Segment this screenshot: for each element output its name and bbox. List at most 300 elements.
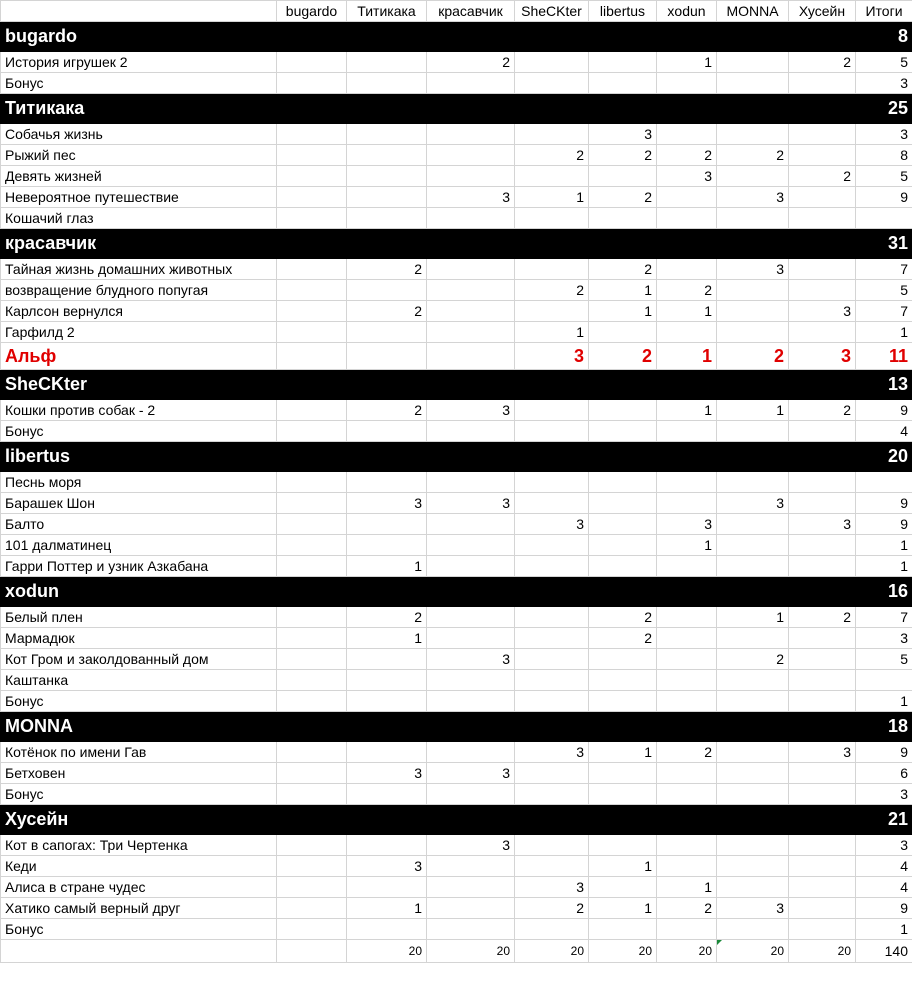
score-cell[interactable]: 1 — [589, 898, 657, 919]
score-cell[interactable] — [347, 52, 427, 73]
score-cell[interactable]: 2 — [789, 52, 856, 73]
score-cell[interactable]: 3 — [427, 835, 515, 856]
score-cell[interactable] — [657, 784, 717, 805]
score-cell[interactable] — [515, 472, 589, 493]
score-cell[interactable] — [515, 493, 589, 514]
row-total[interactable]: 7 — [856, 259, 912, 280]
score-cell[interactable] — [427, 742, 515, 763]
score-cell[interactable]: 1 — [657, 301, 717, 322]
score-cell[interactable] — [427, 556, 515, 577]
score-cell[interactable] — [789, 763, 856, 784]
score-cell[interactable] — [589, 322, 657, 343]
row-total[interactable]: 5 — [856, 649, 912, 670]
score-cell[interactable] — [717, 784, 789, 805]
score-cell[interactable]: 3 — [657, 166, 717, 187]
score-cell[interactable] — [427, 535, 515, 556]
score-cell[interactable]: 2 — [589, 259, 657, 280]
score-cell[interactable] — [589, 919, 657, 940]
score-cell[interactable] — [657, 691, 717, 712]
section-total[interactable]: 31 — [856, 229, 912, 259]
score-cell[interactable] — [347, 187, 427, 208]
score-cell[interactable] — [347, 514, 427, 535]
score-cell[interactable]: 3 — [515, 514, 589, 535]
score-cell[interactable] — [515, 556, 589, 577]
movie-title[interactable]: История игрушек 2 — [1, 52, 277, 73]
score-cell[interactable]: 1 — [347, 628, 427, 649]
row-total[interactable] — [856, 208, 912, 229]
score-cell[interactable] — [589, 400, 657, 421]
score-cell[interactable] — [657, 322, 717, 343]
score-cell[interactable] — [347, 280, 427, 301]
score-cell[interactable] — [657, 670, 717, 691]
score-cell[interactable] — [657, 259, 717, 280]
column-header[interactable]: SheCKter — [515, 1, 589, 22]
score-cell[interactable] — [717, 877, 789, 898]
score-cell[interactable] — [427, 259, 515, 280]
score-cell[interactable]: 2 — [347, 259, 427, 280]
score-cell[interactable]: 3 — [717, 493, 789, 514]
row-total[interactable]: 3 — [856, 835, 912, 856]
movie-title[interactable]: Песнь моря — [1, 472, 277, 493]
score-cell[interactable] — [515, 835, 589, 856]
score-cell[interactable]: 1 — [717, 400, 789, 421]
score-cell[interactable] — [717, 280, 789, 301]
score-cell[interactable]: 3 — [657, 514, 717, 535]
movie-title[interactable]: Бетховен — [1, 763, 277, 784]
row-total[interactable]: 1 — [856, 322, 912, 343]
column-total[interactable]: 20 — [427, 940, 515, 963]
column-total[interactable] — [277, 940, 347, 963]
row-total[interactable]: 1 — [856, 919, 912, 940]
score-cell[interactable] — [515, 691, 589, 712]
score-cell[interactable] — [789, 208, 856, 229]
score-cell[interactable]: 3 — [789, 301, 856, 322]
score-cell[interactable]: 3 — [515, 877, 589, 898]
column-header[interactable]: libertus — [589, 1, 657, 22]
score-cell[interactable] — [347, 73, 427, 94]
score-cell[interactable] — [717, 835, 789, 856]
score-cell[interactable] — [277, 607, 347, 628]
row-total[interactable]: 9 — [856, 514, 912, 535]
score-cell[interactable] — [515, 400, 589, 421]
score-cell[interactable] — [717, 856, 789, 877]
score-cell[interactable] — [589, 835, 657, 856]
score-cell[interactable]: 2 — [589, 628, 657, 649]
score-cell[interactable] — [515, 301, 589, 322]
score-cell[interactable] — [427, 421, 515, 442]
score-cell[interactable] — [515, 670, 589, 691]
score-cell[interactable] — [427, 607, 515, 628]
score-cell[interactable] — [789, 145, 856, 166]
score-cell[interactable] — [277, 535, 347, 556]
score-cell[interactable]: 3 — [789, 514, 856, 535]
score-cell[interactable] — [589, 670, 657, 691]
movie-title[interactable]: Бонус — [1, 919, 277, 940]
score-cell[interactable] — [789, 322, 856, 343]
row-total[interactable]: 3 — [856, 124, 912, 145]
movie-title[interactable]: Каштанка — [1, 670, 277, 691]
score-cell[interactable] — [427, 691, 515, 712]
movie-title[interactable]: Кошачий глаз — [1, 208, 277, 229]
movie-title[interactable]: Собачья жизнь — [1, 124, 277, 145]
row-total[interactable]: 8 — [856, 145, 912, 166]
score-cell[interactable] — [657, 919, 717, 940]
score-cell[interactable] — [789, 556, 856, 577]
score-cell[interactable]: 2 — [589, 187, 657, 208]
score-cell[interactable]: 1 — [657, 52, 717, 73]
column-total[interactable]: 20 — [347, 940, 427, 963]
score-cell[interactable] — [717, 322, 789, 343]
score-cell[interactable]: 1 — [717, 607, 789, 628]
movie-title[interactable]: Белый плен — [1, 607, 277, 628]
section-title[interactable]: Титикака — [1, 94, 856, 124]
score-cell[interactable] — [717, 514, 789, 535]
score-cell[interactable] — [789, 421, 856, 442]
score-cell[interactable] — [789, 280, 856, 301]
score-cell[interactable] — [789, 628, 856, 649]
movie-title[interactable]: Кошки против собак - 2 — [1, 400, 277, 421]
score-cell[interactable]: 2 — [347, 301, 427, 322]
score-cell[interactable] — [515, 784, 589, 805]
score-cell[interactable] — [277, 919, 347, 940]
score-cell[interactable]: 3 — [427, 187, 515, 208]
score-cell[interactable] — [515, 421, 589, 442]
score-cell[interactable] — [589, 691, 657, 712]
score-cell[interactable]: 2 — [789, 607, 856, 628]
movie-title[interactable]: Бонус — [1, 784, 277, 805]
score-cell[interactable]: 2 — [657, 742, 717, 763]
score-cell[interactable] — [277, 493, 347, 514]
row-total[interactable]: 3 — [856, 628, 912, 649]
score-cell[interactable] — [657, 73, 717, 94]
score-cell[interactable] — [277, 835, 347, 856]
score-cell[interactable]: 3 — [515, 742, 589, 763]
row-total[interactable]: 5 — [856, 166, 912, 187]
score-cell[interactable] — [589, 52, 657, 73]
score-cell[interactable] — [717, 691, 789, 712]
score-cell[interactable] — [717, 556, 789, 577]
score-cell[interactable]: 3 — [347, 856, 427, 877]
score-cell[interactable] — [657, 763, 717, 784]
section-title[interactable]: xodun — [1, 577, 856, 607]
score-cell[interactable] — [277, 400, 347, 421]
score-cell[interactable] — [427, 670, 515, 691]
score-cell[interactable]: 1 — [657, 400, 717, 421]
section-title[interactable]: SheCKter — [1, 370, 856, 400]
movie-title[interactable]: Котёнок по имени Гав — [1, 742, 277, 763]
row-total[interactable]: 3 — [856, 784, 912, 805]
score-cell[interactable] — [717, 166, 789, 187]
movie-title[interactable]: Хатико самый верный друг — [1, 898, 277, 919]
score-cell[interactable]: 3 — [717, 898, 789, 919]
column-total[interactable]: 20 — [657, 940, 717, 963]
score-cell[interactable] — [717, 208, 789, 229]
score-cell[interactable] — [789, 649, 856, 670]
score-cell[interactable] — [277, 670, 347, 691]
score-cell[interactable] — [657, 856, 717, 877]
score-cell[interactable]: 1 — [657, 535, 717, 556]
section-total[interactable]: 25 — [856, 94, 912, 124]
score-cell[interactable]: 1 — [515, 322, 589, 343]
score-cell[interactable] — [277, 301, 347, 322]
score-cell[interactable] — [717, 73, 789, 94]
row-total[interactable] — [856, 670, 912, 691]
score-cell[interactable] — [277, 856, 347, 877]
section-title[interactable]: libertus — [1, 442, 856, 472]
score-cell[interactable] — [347, 877, 427, 898]
score-cell[interactable] — [515, 124, 589, 145]
score-cell[interactable] — [347, 691, 427, 712]
movie-title[interactable]: Рыжий пес — [1, 145, 277, 166]
movie-title[interactable]: Бонус — [1, 691, 277, 712]
score-cell[interactable]: 1 — [589, 280, 657, 301]
score-cell[interactable]: 3 — [427, 493, 515, 514]
movie-title[interactable]: Гарри Поттер и узник Азкабана — [1, 556, 277, 577]
row-total[interactable]: 9 — [856, 898, 912, 919]
score-cell[interactable]: 1 — [347, 556, 427, 577]
totals-label-cell[interactable] — [1, 940, 277, 963]
score-cell[interactable] — [589, 784, 657, 805]
movie-title[interactable]: возвращение блудного попугая — [1, 280, 277, 301]
score-cell[interactable] — [789, 877, 856, 898]
score-cell[interactable]: 3 — [789, 742, 856, 763]
score-cell[interactable] — [657, 421, 717, 442]
score-cell[interactable] — [589, 421, 657, 442]
score-cell[interactable] — [515, 259, 589, 280]
score-cell[interactable]: 3 — [589, 124, 657, 145]
score-cell[interactable]: 3 — [789, 343, 856, 370]
movie-title[interactable]: Невероятное путешествие — [1, 187, 277, 208]
row-total[interactable]: 9 — [856, 187, 912, 208]
score-cell[interactable] — [717, 919, 789, 940]
score-cell[interactable] — [277, 877, 347, 898]
score-cell[interactable] — [717, 301, 789, 322]
row-total[interactable]: 4 — [856, 856, 912, 877]
score-cell[interactable] — [515, 166, 589, 187]
movie-title[interactable]: Девять жизней — [1, 166, 277, 187]
section-total[interactable]: 16 — [856, 577, 912, 607]
score-cell[interactable]: 1 — [657, 343, 717, 370]
movie-title[interactable]: Кот Гром и заколдованный дом — [1, 649, 277, 670]
score-cell[interactable] — [427, 322, 515, 343]
score-cell[interactable]: 2 — [717, 145, 789, 166]
score-cell[interactable] — [277, 556, 347, 577]
score-cell[interactable] — [789, 472, 856, 493]
score-cell[interactable] — [515, 763, 589, 784]
section-total[interactable]: 13 — [856, 370, 912, 400]
score-cell[interactable] — [427, 877, 515, 898]
score-cell[interactable] — [427, 919, 515, 940]
score-cell[interactable]: 2 — [347, 400, 427, 421]
score-cell[interactable] — [277, 73, 347, 94]
section-total[interactable]: 21 — [856, 805, 912, 835]
score-cell[interactable] — [347, 835, 427, 856]
score-cell[interactable] — [789, 784, 856, 805]
movie-title[interactable]: Кеди — [1, 856, 277, 877]
row-total[interactable]: 3 — [856, 73, 912, 94]
score-cell[interactable] — [277, 343, 347, 370]
score-cell[interactable] — [515, 919, 589, 940]
score-cell[interactable] — [277, 898, 347, 919]
score-cell[interactable] — [717, 52, 789, 73]
score-cell[interactable]: 2 — [717, 649, 789, 670]
movie-title[interactable]: Гарфилд 2 — [1, 322, 277, 343]
score-cell[interactable]: 1 — [589, 301, 657, 322]
movie-title[interactable]: Кот в сапогах: Три Чертенка — [1, 835, 277, 856]
score-cell[interactable] — [717, 763, 789, 784]
row-total[interactable]: 7 — [856, 301, 912, 322]
row-total[interactable]: 5 — [856, 280, 912, 301]
score-cell[interactable] — [347, 535, 427, 556]
score-cell[interactable] — [589, 877, 657, 898]
score-cell[interactable] — [427, 856, 515, 877]
score-cell[interactable] — [589, 556, 657, 577]
score-cell[interactable] — [789, 835, 856, 856]
score-cell[interactable] — [789, 493, 856, 514]
score-cell[interactable] — [277, 628, 347, 649]
score-cell[interactable] — [277, 649, 347, 670]
score-cell[interactable]: 2 — [657, 898, 717, 919]
score-cell[interactable] — [589, 514, 657, 535]
score-cell[interactable] — [589, 472, 657, 493]
score-cell[interactable] — [657, 124, 717, 145]
score-cell[interactable]: 2 — [657, 145, 717, 166]
movie-title[interactable]: Бонус — [1, 73, 277, 94]
score-cell[interactable]: 2 — [717, 343, 789, 370]
section-title[interactable]: bugardo — [1, 22, 856, 52]
score-cell[interactable] — [589, 73, 657, 94]
column-header[interactable]: MONNA — [717, 1, 789, 22]
row-total[interactable]: 4 — [856, 421, 912, 442]
score-cell[interactable]: 2 — [789, 166, 856, 187]
movie-title[interactable]: Алиса в стране чудес — [1, 877, 277, 898]
row-total[interactable]: 9 — [856, 400, 912, 421]
score-cell[interactable] — [515, 628, 589, 649]
row-total[interactable]: 5 — [856, 52, 912, 73]
row-total[interactable]: 11 — [856, 343, 912, 370]
row-total[interactable]: 9 — [856, 493, 912, 514]
score-cell[interactable] — [277, 280, 347, 301]
score-cell[interactable] — [427, 166, 515, 187]
score-cell[interactable] — [589, 649, 657, 670]
score-cell[interactable]: 1 — [347, 898, 427, 919]
score-cell[interactable]: 3 — [717, 259, 789, 280]
column-header[interactable]: красавчик — [427, 1, 515, 22]
score-cell[interactable] — [427, 208, 515, 229]
column-header[interactable]: Итоги — [856, 1, 912, 22]
movie-title[interactable]: Балто — [1, 514, 277, 535]
score-cell[interactable]: 3 — [427, 649, 515, 670]
score-cell[interactable]: 2 — [589, 343, 657, 370]
row-total[interactable]: 6 — [856, 763, 912, 784]
score-cell[interactable] — [427, 301, 515, 322]
column-header[interactable]: bugardo — [277, 1, 347, 22]
score-cell[interactable] — [427, 784, 515, 805]
score-cell[interactable] — [277, 124, 347, 145]
score-cell[interactable] — [427, 124, 515, 145]
score-cell[interactable]: 3 — [347, 493, 427, 514]
row-total[interactable]: 1 — [856, 535, 912, 556]
score-cell[interactable] — [789, 856, 856, 877]
score-cell[interactable] — [657, 208, 717, 229]
score-cell[interactable] — [347, 919, 427, 940]
score-cell[interactable] — [427, 343, 515, 370]
score-cell[interactable]: 3 — [347, 763, 427, 784]
score-cell[interactable] — [427, 280, 515, 301]
score-cell[interactable] — [589, 763, 657, 784]
score-cell[interactable] — [657, 187, 717, 208]
section-title[interactable]: Хусейн — [1, 805, 856, 835]
score-cell[interactable] — [717, 472, 789, 493]
score-cell[interactable] — [515, 649, 589, 670]
score-cell[interactable]: 2 — [515, 145, 589, 166]
score-cell[interactable] — [347, 670, 427, 691]
score-cell[interactable] — [515, 52, 589, 73]
score-cell[interactable] — [347, 742, 427, 763]
column-header[interactable]: Титикака — [347, 1, 427, 22]
score-cell[interactable]: 2 — [515, 898, 589, 919]
section-title[interactable]: MONNA — [1, 712, 856, 742]
score-cell[interactable] — [789, 124, 856, 145]
score-cell[interactable] — [347, 322, 427, 343]
score-cell[interactable] — [277, 472, 347, 493]
score-cell[interactable] — [427, 145, 515, 166]
score-cell[interactable] — [427, 628, 515, 649]
score-cell[interactable] — [277, 208, 347, 229]
movie-title[interactable]: Тайная жизнь домашних животных — [1, 259, 277, 280]
score-cell[interactable] — [657, 607, 717, 628]
score-cell[interactable] — [657, 472, 717, 493]
score-cell[interactable] — [589, 208, 657, 229]
score-cell[interactable]: 2 — [789, 400, 856, 421]
score-cell[interactable] — [657, 628, 717, 649]
score-cell[interactable]: 2 — [347, 607, 427, 628]
column-total[interactable]: 20 — [789, 940, 856, 963]
score-cell[interactable] — [717, 124, 789, 145]
score-cell[interactable] — [427, 514, 515, 535]
row-total[interactable]: 4 — [856, 877, 912, 898]
score-cell[interactable] — [789, 535, 856, 556]
score-cell[interactable] — [347, 166, 427, 187]
movie-title[interactable]: 101 далматинец — [1, 535, 277, 556]
header-blank-cell[interactable] — [1, 1, 277, 22]
score-cell[interactable] — [789, 691, 856, 712]
row-total[interactable] — [856, 472, 912, 493]
movie-title[interactable]: Альф — [1, 343, 277, 370]
score-cell[interactable]: 1 — [589, 856, 657, 877]
score-cell[interactable] — [589, 535, 657, 556]
column-total[interactable]: 20 — [717, 940, 789, 963]
column-total[interactable]: 20 — [515, 940, 589, 963]
score-cell[interactable] — [789, 73, 856, 94]
score-cell[interactable] — [515, 607, 589, 628]
score-cell[interactable] — [717, 670, 789, 691]
score-cell[interactable] — [277, 514, 347, 535]
score-cell[interactable] — [589, 166, 657, 187]
score-cell[interactable]: 1 — [515, 187, 589, 208]
score-cell[interactable] — [347, 208, 427, 229]
score-cell[interactable] — [717, 628, 789, 649]
score-cell[interactable] — [277, 259, 347, 280]
score-cell[interactable] — [717, 535, 789, 556]
row-total[interactable]: 1 — [856, 556, 912, 577]
score-cell[interactable] — [347, 472, 427, 493]
score-cell[interactable] — [717, 421, 789, 442]
column-header[interactable]: Хусейн — [789, 1, 856, 22]
score-cell[interactable]: 3 — [717, 187, 789, 208]
score-cell[interactable] — [789, 670, 856, 691]
score-cell[interactable] — [277, 166, 347, 187]
